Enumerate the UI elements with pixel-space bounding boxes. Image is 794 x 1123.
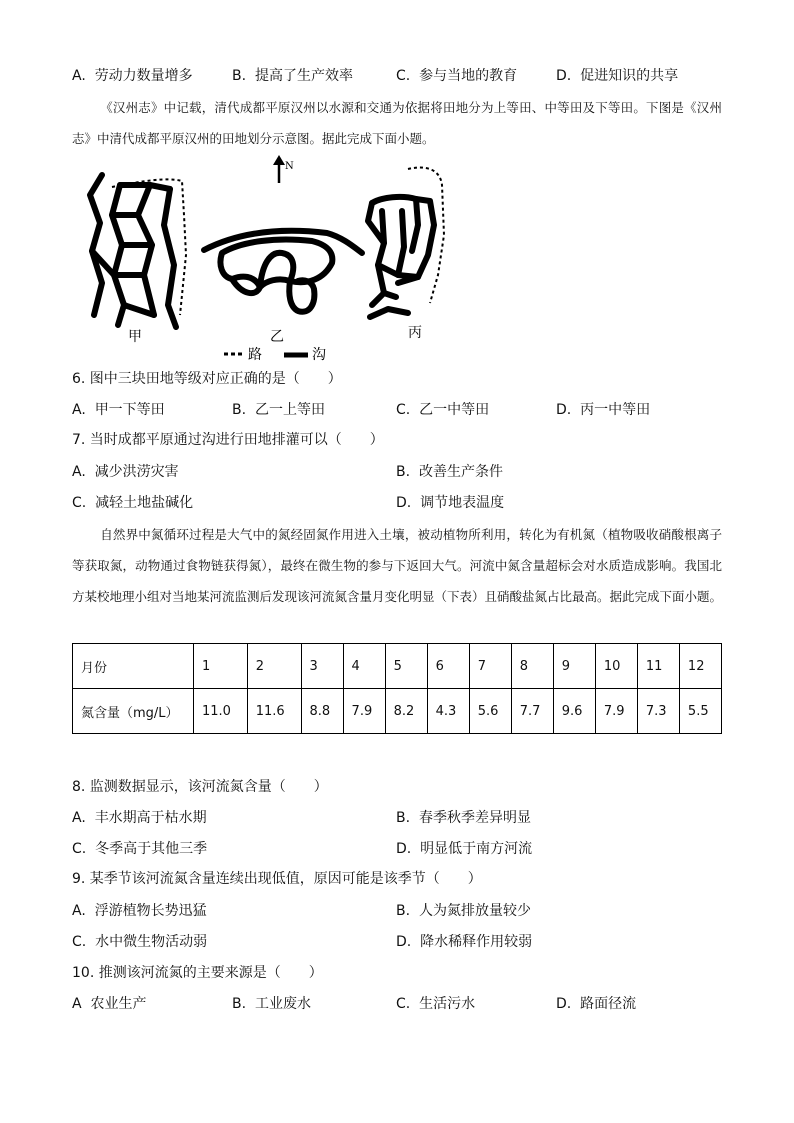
- q7-option-a[interactable]: A. 减少洪涝灾害: [72, 464, 179, 480]
- legend-road-label: 路: [248, 347, 262, 363]
- passage-nitrogen: 自然界中氮循环过程是大气中的氮经固氮作用进入土壤，被动植物所利用，转化为有机氮（植物吸收硝酸根离子等获取氮，动物通过食物链获得氮），最终在微生物的参与下返回大气。河流中氮含量超标会对水质造成影响。我国北方某校地理小组对当地某河流监测后发现该河流氮含量月变化明显（下表）且硝酸盐氮占比最高。据此完成下面小题。: [72, 527, 723, 604]
- north-arrow-icon: [273, 155, 294, 183]
- field-bing: [368, 197, 434, 317]
- q8-option-b[interactable]: B. 春季秋季差异明显: [396, 810, 531, 826]
- table-cell-month: 4: [343, 644, 385, 689]
- q8-option-a[interactable]: A. 丰水期高于枯水期: [72, 810, 207, 826]
- legend-ditch-label: 沟: [312, 347, 326, 363]
- table-cell-value: 7.3: [637, 689, 679, 734]
- map-legend: [224, 347, 326, 363]
- q6-stem: 6. 图中三块田地等级对应正确的是（ ）: [72, 371, 342, 387]
- table-row-months: [73, 644, 722, 689]
- q5-option-c[interactable]: C. 参与当地的教育: [396, 68, 518, 84]
- q8-option-c[interactable]: C. 冬季高于其他三季: [72, 841, 208, 857]
- q7-option-d[interactable]: D. 调节地表温度: [396, 495, 505, 511]
- q8-option-d[interactable]: D. 明显低于南方河流: [396, 841, 533, 857]
- table-cell-value: 7.9: [595, 689, 637, 734]
- table-row-values: [73, 689, 722, 734]
- table-cell-value: 7.7: [511, 689, 553, 734]
- q9-option-c[interactable]: C. 水中微生物活动弱: [72, 934, 208, 950]
- table-cell-month: 1: [194, 644, 248, 689]
- q6-option-a[interactable]: A. 甲一下等田: [72, 402, 165, 418]
- q9-option-a[interactable]: A. 浮游植物长势迅猛: [72, 903, 207, 919]
- q5-option-d[interactable]: D. 促进知识的共享: [556, 68, 679, 84]
- q7-stem: 7. 当时成都平原通过沟进行田地排灌可以（ ）: [72, 432, 384, 448]
- label-yi: 乙: [270, 329, 284, 345]
- table-cell-month: 3: [301, 644, 343, 689]
- q8-stem: 8. 监测数据显示，该河流氮含量（ ）: [72, 779, 328, 795]
- table-cell-value: 4.3: [427, 689, 469, 734]
- q5-option-b[interactable]: B. 提高了生产效率: [232, 68, 353, 84]
- q7-option-c[interactable]: C. 减轻土地盐碱化: [72, 495, 194, 511]
- table-cell-value: 11.6: [247, 689, 301, 734]
- q7-option-b[interactable]: B. 改善生产条件: [396, 464, 503, 480]
- field-jia: [90, 175, 176, 327]
- q9-option-d[interactable]: D. 降水稀释作用较弱: [396, 934, 533, 950]
- table-cell-month: 11: [637, 644, 679, 689]
- table-cell-value: 8.2: [385, 689, 427, 734]
- label-jia: 甲: [128, 329, 142, 345]
- field-yi: [204, 231, 362, 312]
- q5-option-a[interactable]: A. 劳动力数量增多: [72, 68, 193, 84]
- table-cell-month: 9: [553, 644, 595, 689]
- table-cell-month: 8: [511, 644, 553, 689]
- q6-option-d[interactable]: D. 丙一中等田: [556, 402, 651, 418]
- q10-option-d[interactable]: D. 路面径流: [556, 996, 637, 1012]
- q10-option-b[interactable]: B. 工业废水: [232, 996, 311, 1012]
- q10-option-a[interactable]: A 农业生产: [72, 996, 147, 1012]
- q6-option-b[interactable]: B. 乙一上等田: [232, 402, 325, 418]
- north-label: N: [285, 161, 294, 172]
- table-cell-month: 7: [469, 644, 511, 689]
- nitrogen-table: [72, 643, 722, 734]
- table-cell-month: 12: [679, 644, 721, 689]
- table-cell-month: 2: [247, 644, 301, 689]
- passage-hanzhou: 《汉州志》中记载，清代成都平原汉州以水源和交通为依据将田地分为上等田、中等田及下等田。下图是《汉州志》中清代成都平原汉州的田地划分示意图。据此完成下面小题。: [72, 100, 722, 146]
- table-cell-value: 5.5: [679, 689, 721, 734]
- field-division-map: [72, 155, 472, 370]
- table-header-nitrogen: 氮含量（mg/L）: [73, 689, 194, 734]
- table-cell-month: 6: [427, 644, 469, 689]
- table-cell-value: 11.0: [194, 689, 248, 734]
- label-bing: 丙: [408, 325, 422, 341]
- q9-stem: 9. 某季节该河流氮含量连续出现低值，原因可能是该季节（ ）: [72, 871, 482, 887]
- table-header-month: 月份: [73, 644, 194, 689]
- q10-option-c[interactable]: C. 生活污水: [396, 996, 476, 1012]
- table-cell-value: 8.8: [301, 689, 343, 734]
- table-cell-value: 5.6: [469, 689, 511, 734]
- table-cell-month: 10: [595, 644, 637, 689]
- table-cell-value: 9.6: [553, 689, 595, 734]
- table-cell-month: 5: [385, 644, 427, 689]
- q9-option-b[interactable]: B. 人为氮排放量较少: [396, 903, 531, 919]
- q10-stem: 10. 推测该河流氮的主要来源是（ ）: [72, 965, 323, 981]
- table-cell-value: 7.9: [343, 689, 385, 734]
- q6-option-c[interactable]: C. 乙一中等田: [396, 402, 490, 418]
